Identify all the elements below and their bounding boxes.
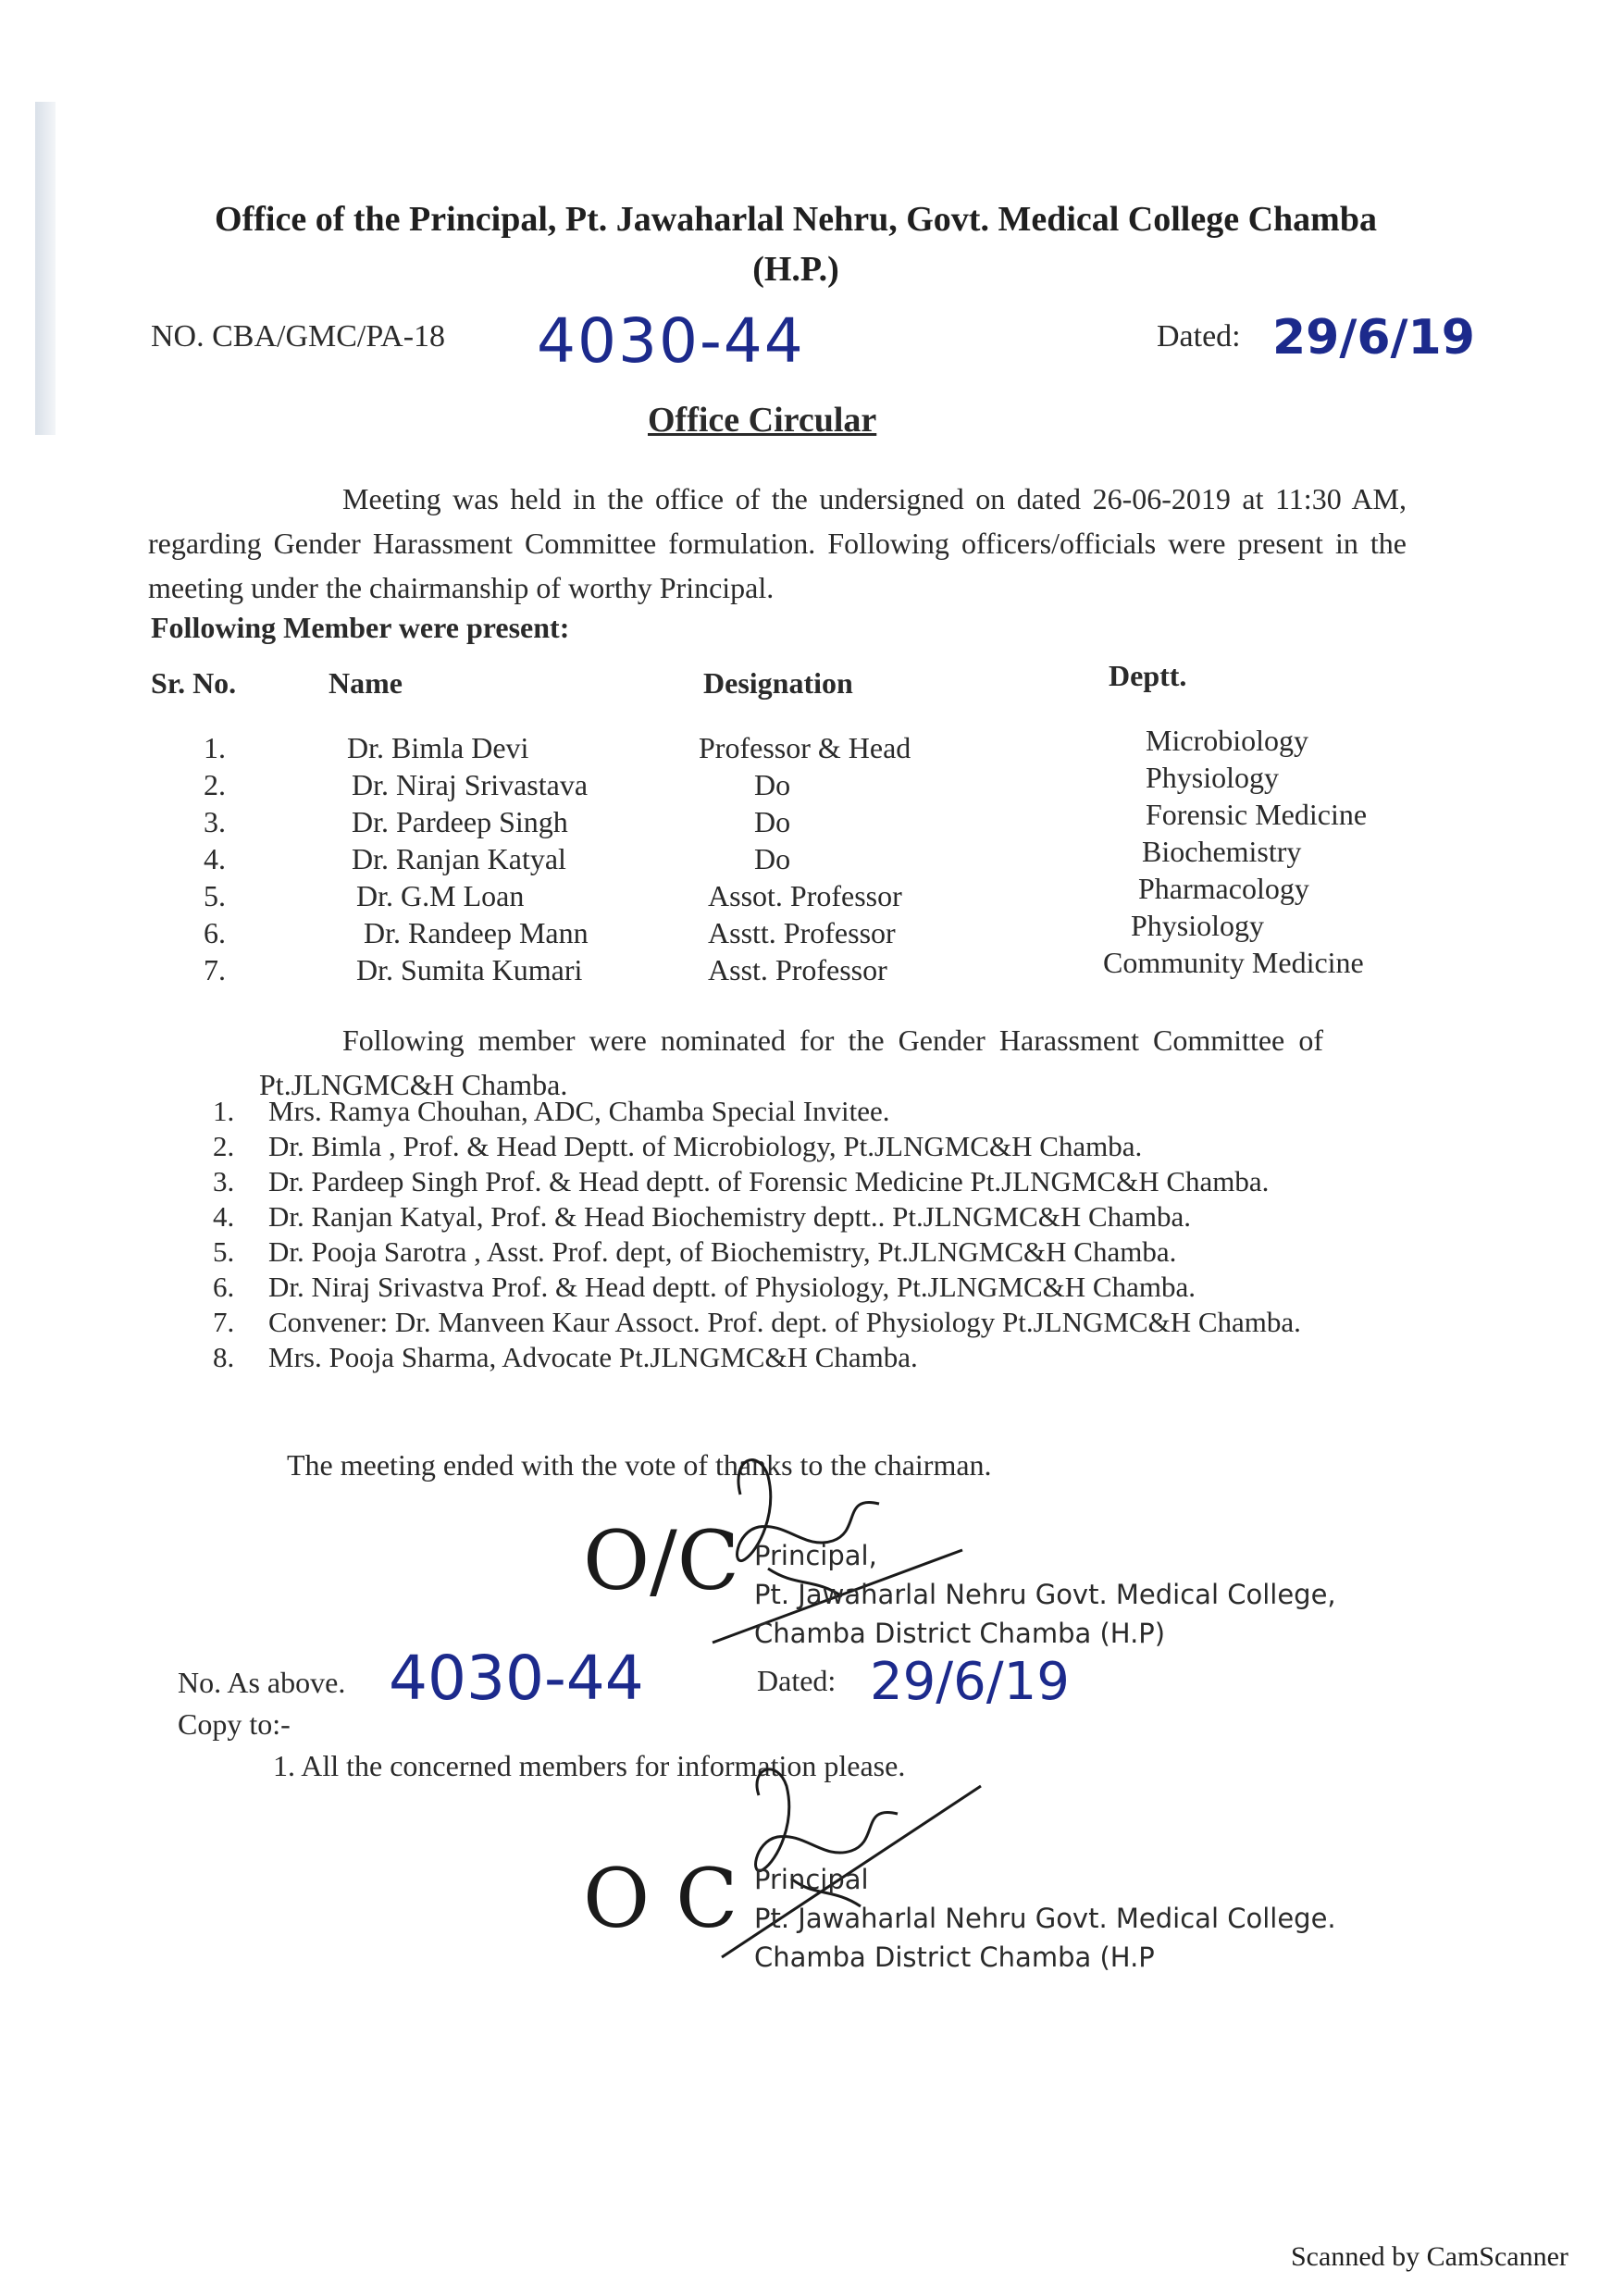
nominated-intro: Following member were nominated for the Gender Harassment Committee of Pt.JLNGMC&H Chamba. [259,1023,1323,1101]
cell-designation: Asstt. Professor [708,916,896,949]
cell-name: Dr. G.M Loan [356,879,525,912]
cell-designation: Asst. Professor [708,953,887,986]
oc-mark: O/C [583,1513,740,1608]
list-item: 3. Dr. Pardeep Singh Prof. & Head deptt. of Forensic Medicine Pt.JLNGMC&H Chamba. [213,1165,1270,1197]
closing-line: The meeting ended with the vote of thanks to the chairman. [287,1448,992,1482]
cell-sr: 5. [204,879,226,912]
cell-designation: Professor & Head [699,731,911,764]
list-item: 1. Mrs. Ramya Chouhan, ADC, Chamba Special Invitee. [213,1095,890,1127]
letterhead-line-1: Office of the Principal, Pt. Jawaharlal Nehru, Govt. Medical College Chamba [215,200,1377,239]
present-heading: Following Member were present: [151,611,570,644]
copy-to-item: 1. All the concerned members for information please. [273,1749,906,1782]
intro-paragraph: Meeting was held in the office of the undersigned on dated 26-06-2019 at 11:30 AM, regarding Gender Harassment Committee formulation. Following officers/officials were present in the meeting under the chairmanship of worthy Principal. [148,482,1407,604]
dated-label: Dated: [1157,319,1241,354]
cell-name: Dr. Randeep Mann [364,916,589,949]
scanner-footer: Scanned by CamScanner [1291,2241,1568,2272]
oc-mark-2: O C [583,1851,738,1946]
signature-title-2: Principal [754,1864,869,1895]
table-header-dept: Deptt. [1109,659,1187,692]
table-row [0,909,1624,953]
cell-designation: Do [754,842,791,875]
copy-to-label: Copy to:- [178,1707,291,1741]
cell-designation: Assot. Professor [708,879,902,912]
signature-college: Pt. Jawaharlal Nehru Govt. Medical College, [754,1579,1336,1610]
table-header-name: Name [329,666,403,700]
copy-dated-handwritten: 29/6/19 [870,1652,1070,1712]
table-row [0,872,1624,916]
letterhead-line-2: (H.P.) [752,250,839,289]
circular-title: Office Circular [648,401,877,440]
table-header-designation: Designation [703,666,853,700]
list-item: 6. Dr. Niraj Srivastva Prof. & Head deptt. of Physiology, Pt.JLNGMC&H Chamba. [213,1271,1196,1303]
signature-location-2: Chamba District Chamba (H.P [754,1941,1155,1973]
cell-sr: 6. [204,916,226,949]
cell-name: Dr. Ranjan Katyal [352,842,566,875]
reference-handwritten: 4030-44 [537,305,805,377]
cell-sr: 1. [204,731,226,764]
copy-dated-label: Dated: [757,1664,837,1697]
list-item: 2. Dr. Bimla , Prof. & Head Deptt. of Microbiology, Pt.JLNGMC&H Chamba. [213,1130,1143,1162]
cell-dept: Physiology [1131,909,1265,942]
signature-college-2: Pt. Jawaharlal Nehru Govt. Medical College. [754,1903,1336,1934]
reference-number: NO. CBA/GMC/PA-18 [151,319,446,354]
table-row [0,761,1624,805]
list-item: 8. Mrs. Pooja Sharma, Advocate Pt.JLNGMC&H Chamba. [213,1341,918,1373]
dated-handwritten: 29/6/19 [1272,310,1475,366]
cell-dept: Forensic Medicine [1146,798,1368,831]
list-item: 5. Dr. Pooja Sarotra , Asst. Prof. dept, of Biochemistry, Pt.JLNGMC&H Chamba. [213,1235,1177,1268]
table-row [0,835,1624,879]
cell-designation: Do [754,805,791,838]
list-item: 7. Convener: Dr. Manveen Kaur Assoct. Prof. dept. of Physiology Pt.JLNGMC&H Chamba. [213,1306,1301,1338]
cell-dept: Microbiology [1146,724,1308,757]
cell-sr: 2. [204,768,226,801]
cell-dept: Physiology [1146,761,1280,794]
table-row [0,946,1624,990]
signature-block-2 [754,1860,1336,1977]
signature-block-1 [754,1536,1336,1653]
signature-location: Chamba District Chamba (H.P) [754,1618,1166,1649]
cell-sr: 4. [204,842,226,875]
cell-dept: Pharmacology [1138,872,1309,905]
list-item: 4. Dr. Ranjan Katyal, Prof. & Head Biochemistry deptt.. Pt.JLNGMC&H Chamba. [213,1200,1192,1233]
cell-dept: Community Medicine [1103,946,1364,979]
cell-dept: Biochemistry [1142,835,1302,868]
no-as-above-handwritten: 4030-44 [389,1643,644,1714]
scan-edge-shadow [35,102,56,435]
cell-name: Dr. Pardeep Singh [352,805,568,838]
cell-designation: Do [754,768,791,801]
no-as-above: No. As above. [178,1666,346,1699]
cell-name: Dr. Niraj Srivastava [352,768,589,801]
table-row [0,798,1624,842]
table-header-sr: Sr. No. [151,666,237,700]
table-row [0,724,1624,768]
cell-name: Dr. Sumita Kumari [356,953,583,986]
cell-sr: 7. [204,953,226,986]
signature-title: Principal, [754,1540,877,1571]
cell-sr: 3. [204,805,226,838]
letterhead-title [148,194,1444,294]
cell-name: Dr. Bimla Devi [347,731,529,764]
